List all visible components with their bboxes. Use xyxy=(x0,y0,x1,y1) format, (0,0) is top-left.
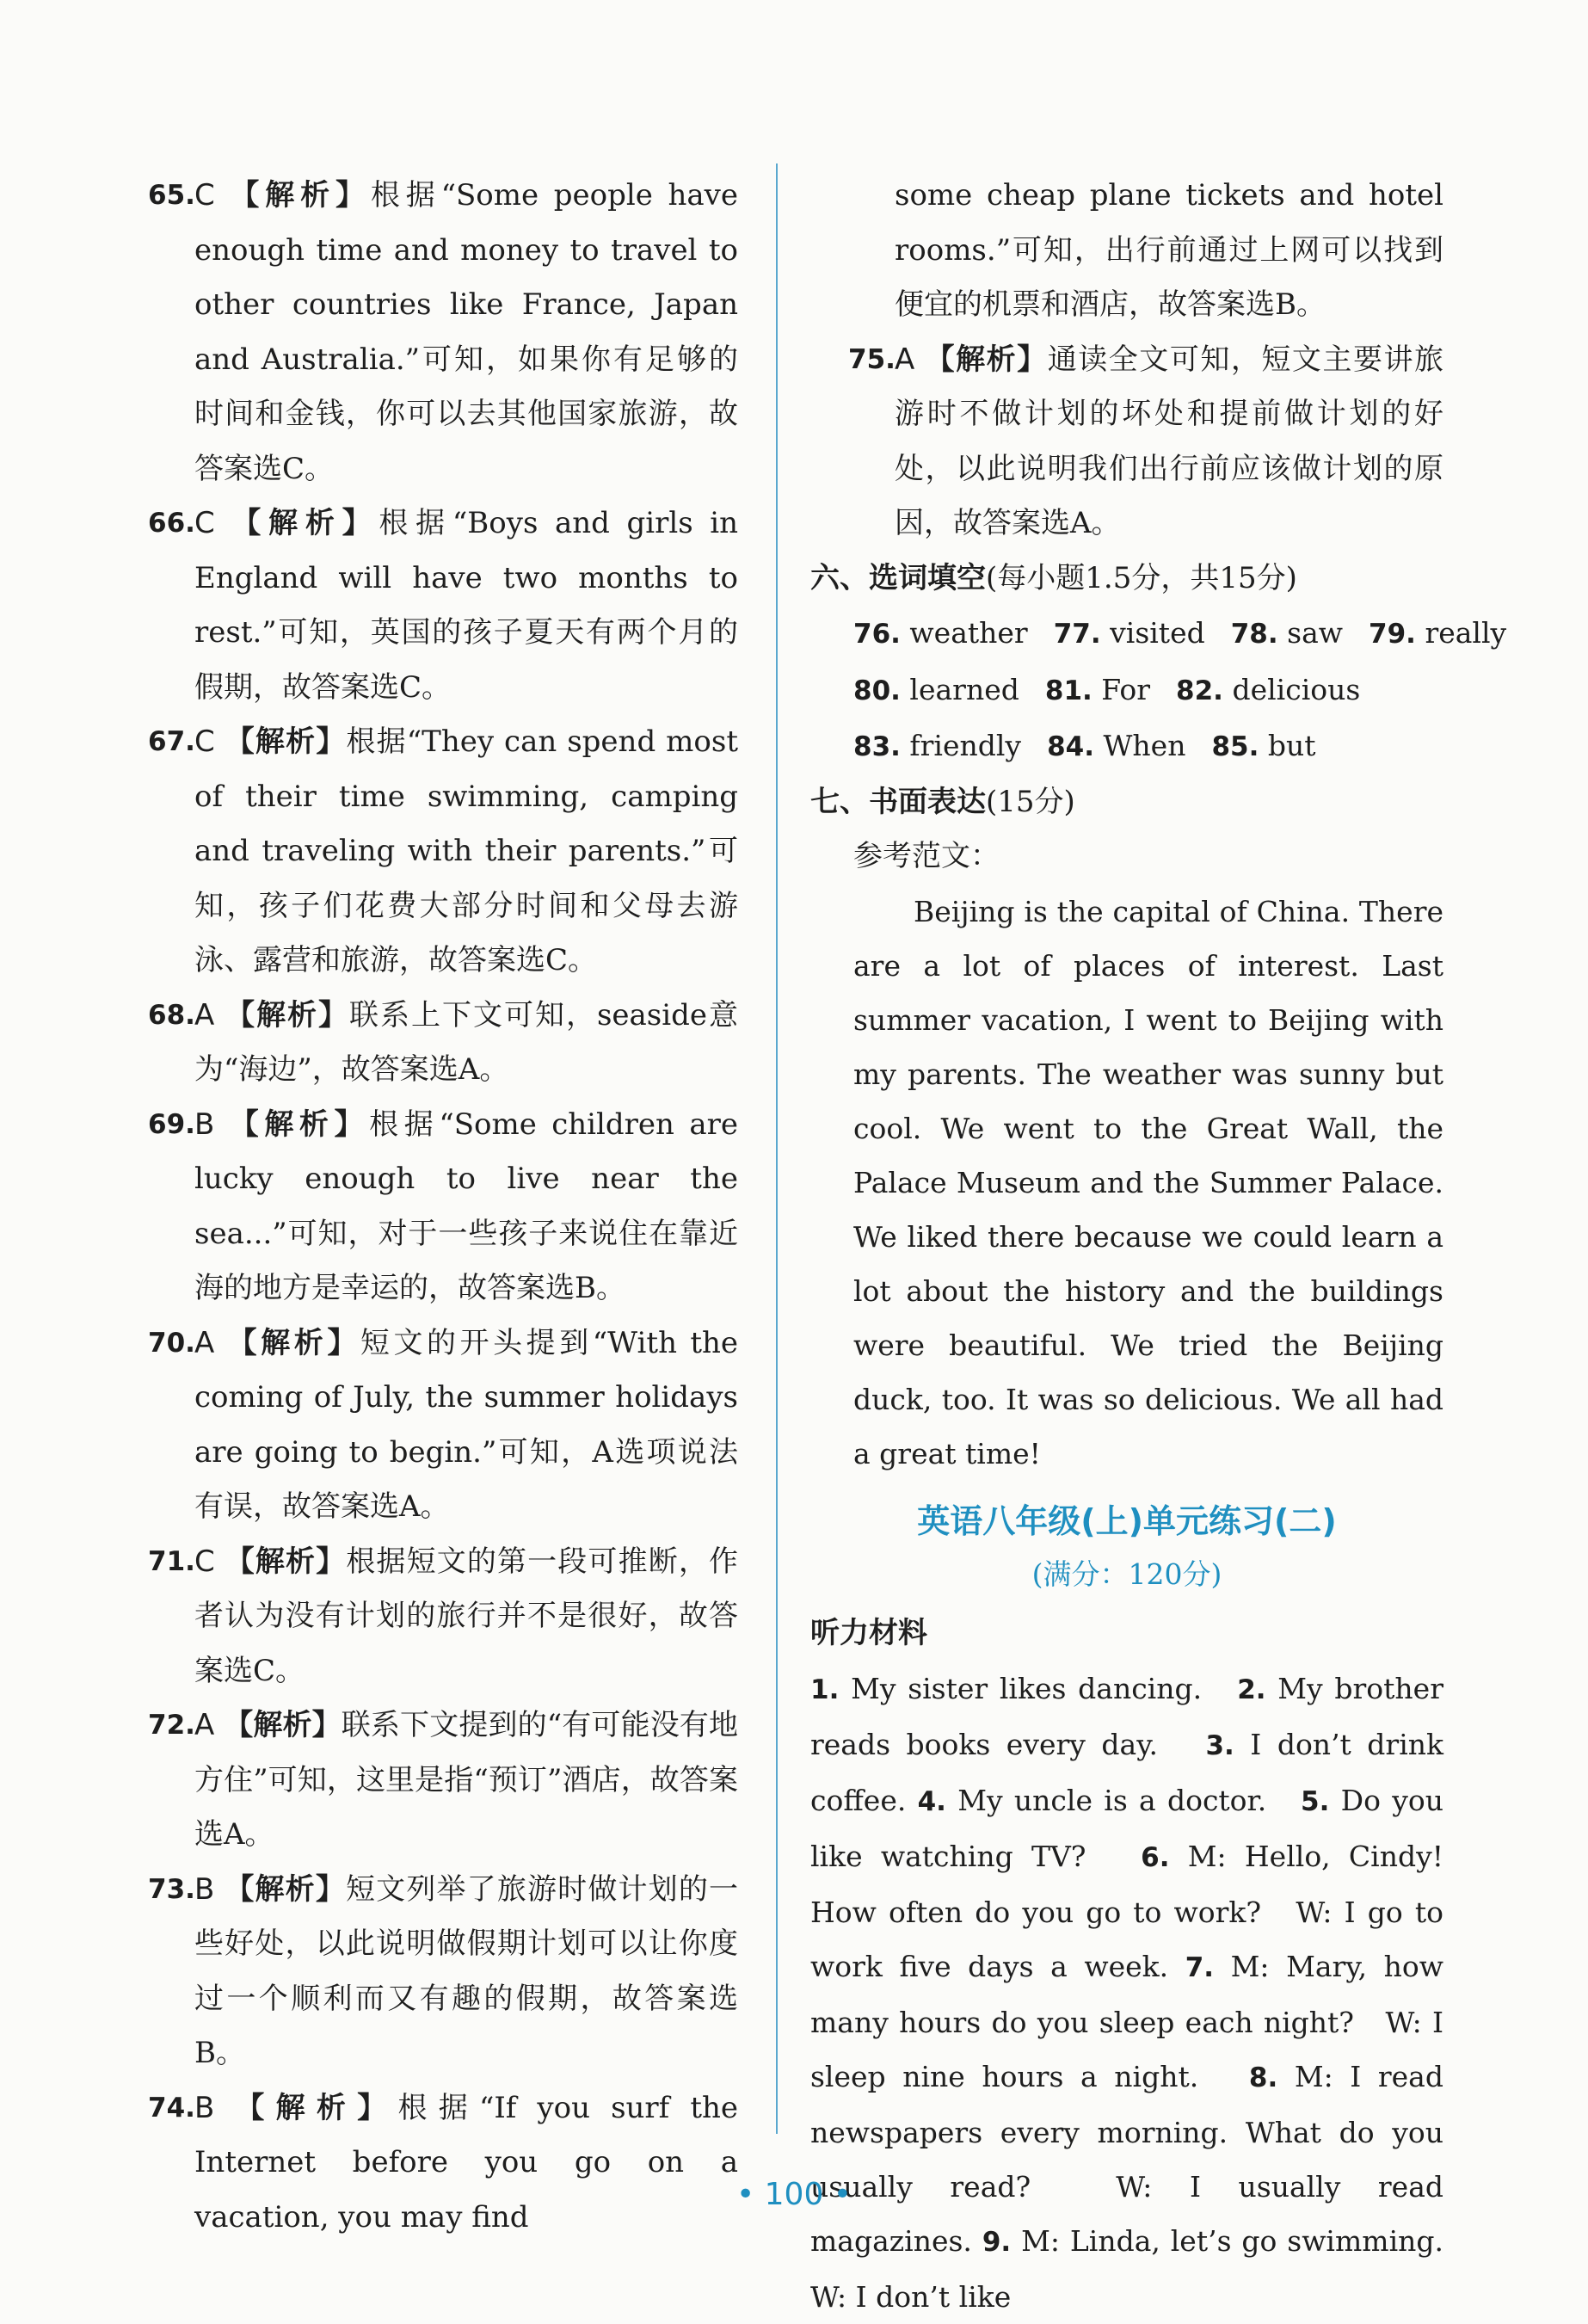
fill-number: 85. xyxy=(1211,731,1259,762)
answer-letter: A xyxy=(194,997,215,1033)
answer-letter: B xyxy=(194,1871,215,1907)
listening-number: 2. xyxy=(1237,1674,1266,1705)
fill-number: 81. xyxy=(1044,675,1093,706)
section-note: (每小题1.5分，共15分) xyxy=(986,560,1297,595)
analysis-text: 根据短文的第一段可推断，作者认为没有计划的旅行并不是很好，故答案选C。 xyxy=(194,1544,739,1688)
section-7-heading xyxy=(810,775,1443,830)
listening-number: 4. xyxy=(917,1785,946,1817)
unit-full-score: (满分：120分) xyxy=(1031,1557,1222,1591)
analysis-text: 根据“Some children are lucky enough to live near the sea...”可知，对于一些孩子来说住在靠近海的地方是幸运的，故答案选B。 xyxy=(194,1107,738,1305)
page-number: • 100 • xyxy=(736,2177,852,2212)
fill-number: 76. xyxy=(853,619,901,650)
analysis-tag: 【解析】 xyxy=(224,1708,342,1742)
answer-item-73 xyxy=(148,1863,738,2081)
answer-item-68 xyxy=(148,989,738,1098)
analysis-tag: 【解析】 xyxy=(225,1544,347,1579)
listening-title: 听力材料 xyxy=(810,1615,927,1650)
fill-number: 77. xyxy=(1053,619,1101,650)
answer-item-70 xyxy=(148,1316,738,1535)
listening-number: 3. xyxy=(1205,1729,1234,1761)
listening-text: M: I read newspapers every morning. What do you usually read? W: I usually read magazines. xyxy=(810,2059,1443,2258)
listening-text: Do you like watching TV? xyxy=(810,1783,1443,1873)
listening-number: 9. xyxy=(982,2226,1012,2258)
analysis-tag: 【解析】 xyxy=(225,1871,346,1907)
fill-row-2 xyxy=(853,663,1443,719)
analysis-tag: 【解析】 xyxy=(227,1325,360,1360)
item-number: 73. xyxy=(148,1873,195,1905)
analysis-tag: 【解析】 xyxy=(230,178,371,213)
fill-word: For xyxy=(1101,672,1151,706)
listening-text: My sister likes dancing. xyxy=(851,1671,1203,1705)
analysis-tag: 【解析】 xyxy=(925,342,1048,377)
fill-word: saw xyxy=(1287,616,1344,650)
analysis-tag: 【解析】 xyxy=(231,506,379,540)
listening-number: 1. xyxy=(810,1674,840,1705)
fill-row-3 xyxy=(853,718,1443,775)
analysis-text: 短文的开头提到“With the coming of July, the summer holidays are going to begin.”可知，A选项说法有误，故答案选A。 xyxy=(194,1325,739,1524)
analysis-tag: 【解析】 xyxy=(229,1107,370,1142)
fill-word: visited xyxy=(1110,616,1205,650)
item-number: 67. xyxy=(148,726,195,757)
answer-item-75 xyxy=(848,333,1443,552)
item-number: 71. xyxy=(148,1545,195,1577)
fill-number: 84. xyxy=(1047,731,1094,762)
section-title: 六、选词填空 xyxy=(810,560,986,595)
listening-text: M: Hello, Cindy! How often do you go to work? W: I go to work five days a week. xyxy=(810,1839,1443,1983)
item-number: 65. xyxy=(148,180,195,211)
answer-item-72 xyxy=(148,1698,738,1863)
item-number: 74. xyxy=(148,2092,195,2124)
listening-text: M: Mary, how many hours do you sleep each night? W: I sleep nine hours a night. xyxy=(810,1949,1443,2093)
reference-essay-label: 参考范文： xyxy=(853,839,1000,873)
analysis-tag: 【解析】 xyxy=(225,724,347,759)
fill-number: 80. xyxy=(853,675,901,706)
fill-number: 78. xyxy=(1230,619,1278,650)
fill-number: 79. xyxy=(1369,619,1416,650)
listening-number: 7. xyxy=(1185,1951,1215,1983)
analysis-text: 根据“If you surf the Internet before you go on a vacation, you may find xyxy=(194,2090,739,2235)
answer-74-continuation: some cheap plane tickets and hotel rooms.”可知，出行前通过上网可以找到便宜的机票和酒店，故答案选B。 xyxy=(895,178,1443,322)
left-column xyxy=(148,169,738,2245)
fill-number: 82. xyxy=(1176,675,1223,706)
answer-item-74 xyxy=(148,2081,738,2246)
listening-text: I don’t drink coffee. xyxy=(810,1727,1444,1817)
analysis-text: 联系下文提到的“有可能没有地方住”可知，这里是指“预订”酒店，故答案选A。 xyxy=(194,1708,738,1852)
answer-letter: A xyxy=(194,1708,215,1742)
answer-item-67 xyxy=(148,715,738,989)
fill-word: really xyxy=(1425,616,1507,650)
listening-number: 6. xyxy=(1141,1841,1170,1873)
listening-text: My brother reads books every day. xyxy=(810,1671,1443,1761)
fill-word: weather xyxy=(909,616,1028,650)
fill-number: 83. xyxy=(853,731,901,762)
listening-number: 5. xyxy=(1301,1785,1330,1817)
answer-letter: C xyxy=(194,178,215,213)
analysis-text: 联系上下文可知，seaside意为“海边”，故答案选A。 xyxy=(194,997,739,1087)
fill-word: but xyxy=(1267,729,1316,762)
answer-letter: A xyxy=(895,342,915,377)
item-number: 68. xyxy=(148,999,195,1031)
section-6-heading xyxy=(810,552,1443,607)
listening-script xyxy=(810,1661,1472,2324)
fill-word: friendly xyxy=(909,729,1022,762)
answer-letter: C xyxy=(194,1544,215,1579)
analysis-text: 根据“They can spend most of their time swimming, camping and traveling with their parents.”可知，孩子们花费大部分时间和父母去游泳、露营和旅游，故答案选C。 xyxy=(194,724,739,977)
answer-item-65 xyxy=(148,169,738,496)
answer-item-71 xyxy=(148,1535,738,1699)
listening-text: My uncle is a doctor. xyxy=(957,1783,1267,1817)
analysis-text: 短文列举了旅游时做计划的一些好处，以此说明做假期计划可以让你度过一个顺利而又有趣的假期，故答案选B。 xyxy=(194,1871,739,2070)
answer-letter: A xyxy=(194,1325,215,1360)
item-number: 75. xyxy=(848,343,896,375)
listening-number: 8. xyxy=(1248,2062,1278,2093)
unit-title: 英语八年级(上)单元练习(二) xyxy=(917,1501,1337,1540)
answer-letter: C xyxy=(194,724,215,759)
section-title: 七、书面表达 xyxy=(810,784,986,819)
item-number: 70. xyxy=(148,1327,195,1359)
fill-row-1 xyxy=(853,606,1507,663)
answer-letter: B xyxy=(194,1107,215,1142)
item-number: 66. xyxy=(148,508,195,539)
analysis-text: 通读全文可知，短文主要讲旅游时不做计划的坏处和提前做计划的好处，以此说明我们出行前应该做计划的原因，故答案选A。 xyxy=(895,342,1444,540)
answer-letter: C xyxy=(194,506,215,540)
analysis-text: 根据“Boys and girls in England will have two months to rest.”可知，英国的孩子夏天有两个月的假期，故答案选C。 xyxy=(194,506,739,705)
right-column xyxy=(810,169,1507,2324)
listening-text: M: Linda, let’s go swimming. W: I don’t like xyxy=(810,2223,1472,2314)
section-note: (15分) xyxy=(986,784,1075,819)
analysis-text: 根据“Some people have enough time and money to travel to other countries like France, Japan and Australia.”可知，如果你有足够的时间和金钱，你可以去其他国家旅游，故答案选C。 xyxy=(194,178,739,486)
fill-word: delicious xyxy=(1232,672,1361,706)
fill-word: learned xyxy=(909,672,1019,706)
fill-word: When xyxy=(1103,729,1186,762)
analysis-tag: 【解析】 xyxy=(235,2090,398,2125)
reference-essay: Beijing is the capital of China. There are a lot of places of interest. Last summer vacation, I went to Beijing with my parents. The weather was sunny but cool. We went to the Great Wall, the Palace Museum and the Summer Palace. We liked there because we could learn a lot about the history and the buildings were beautiful. We tried the Beijing duck, too. It was so delicious. We all had a great time! xyxy=(853,894,1443,1470)
answer-item-69 xyxy=(148,1098,738,1316)
item-number: 72. xyxy=(148,1710,195,1741)
item-number: 69. xyxy=(148,1108,195,1140)
answer-item-66 xyxy=(148,496,738,715)
analysis-tag: 【解析】 xyxy=(225,997,350,1033)
answer-letter: B xyxy=(194,2090,215,2125)
column-divider xyxy=(776,163,778,2134)
